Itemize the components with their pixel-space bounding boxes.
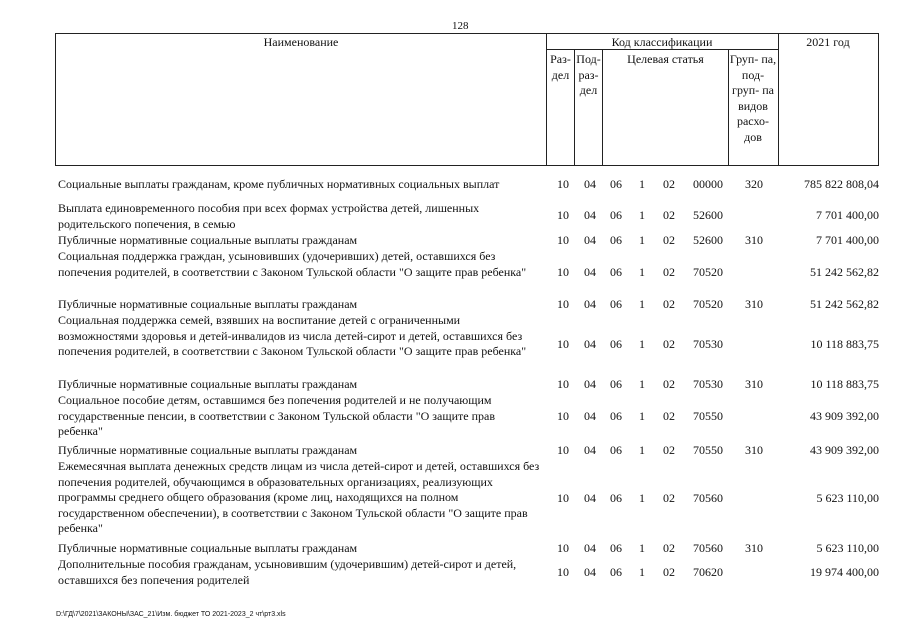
cell-direction: 70520: [693, 297, 723, 311]
row-name: Социальная поддержка граждан, усыновивших (удочеривших) детей, оставшихся без попечения родителей, в соответствии с Законом Тульской области "О защите прав ребенка": [58, 249, 527, 279]
cell-amount: 5 623 110,00: [816, 541, 879, 555]
cell-razdel: 10: [557, 233, 569, 247]
cell-vid: 310: [745, 233, 763, 247]
page-number: 128: [452, 20, 469, 32]
cell-podrazdel: 04: [584, 541, 596, 555]
header-divider: [778, 34, 779, 165]
cell-direction: 70550: [693, 443, 723, 457]
header-razdel: Раз- дел: [550, 52, 571, 82]
cell-podrazdel: 04: [584, 177, 596, 191]
cell-event: 02: [663, 337, 675, 351]
cell-amount: 43 909 392,00: [810, 409, 879, 423]
cell-razdel: 10: [557, 265, 569, 279]
cell-amount: 10 118 883,75: [810, 337, 879, 351]
cell-event: 02: [663, 409, 675, 423]
cell-subprogram: 1: [639, 377, 645, 391]
cell-amount: 5 623 110,00: [816, 491, 879, 505]
cell-event: 02: [663, 177, 675, 191]
cell-subprogram: 1: [639, 491, 645, 505]
cell-program: 06: [610, 233, 622, 247]
cell-amount: 10 118 883,75: [810, 377, 879, 391]
cell-podrazdel: 04: [584, 409, 596, 423]
cell-subprogram: 1: [639, 541, 645, 555]
cell-razdel: 10: [557, 337, 569, 351]
cell-podrazdel: 04: [584, 208, 596, 222]
cell-amount: 785 822 808,04: [804, 177, 879, 191]
cell-direction: 00000: [693, 177, 723, 191]
cell-razdel: 10: [557, 177, 569, 191]
cell-subprogram: 1: [639, 233, 645, 247]
cell-direction: 70560: [693, 491, 723, 505]
header-code: Код классификации: [611, 35, 713, 49]
cell-razdel: 10: [557, 541, 569, 555]
cell-event: 02: [663, 297, 675, 311]
cell-direction: 70530: [693, 337, 723, 351]
cell-program: 06: [610, 208, 622, 222]
cell-program: 06: [610, 409, 622, 423]
cell-razdel: 10: [557, 491, 569, 505]
row-name: Ежемесячная выплата денежных средств лицам из числа детей-сирот и детей, оставшихся без попечения родителей, обучающимся в образовательных организациях, реализующих программы среднего общего образования (кроме лиц, находящихся на полном государственном обеспечении), в соответствии с Законом Тульской области "О защите прав ребенка": [58, 459, 540, 535]
header-podrazdel: Под- раз- дел: [576, 52, 601, 97]
cell-event: 02: [663, 443, 675, 457]
cell-razdel: 10: [557, 443, 569, 457]
cell-subprogram: 1: [639, 337, 645, 351]
cell-amount: 43 909 392,00: [810, 443, 879, 457]
cell-razdel: 10: [557, 208, 569, 222]
cell-amount: 7 701 400,00: [816, 233, 879, 247]
cell-program: 06: [610, 541, 622, 555]
row-name: Публичные нормативные социальные выплаты гражданам: [58, 297, 358, 311]
cell-program: 06: [610, 377, 622, 391]
cell-podrazdel: 04: [584, 265, 596, 279]
row-name: Публичные нормативные социальные выплаты гражданам: [58, 443, 358, 457]
cell-direction: 70530: [693, 377, 723, 391]
cell-amount: 51 242 562,82: [810, 265, 879, 279]
cell-vid: 310: [745, 443, 763, 457]
header-year: 2021 год: [806, 35, 850, 49]
cell-podrazdel: 04: [584, 565, 596, 579]
cell-podrazdel: 04: [584, 233, 596, 247]
cell-podrazdel: 04: [584, 337, 596, 351]
cell-razdel: 10: [557, 377, 569, 391]
cell-program: 06: [610, 177, 622, 191]
cell-program: 06: [610, 265, 622, 279]
cell-direction: 70560: [693, 541, 723, 555]
row-name: Публичные нормативные социальные выплаты гражданам: [58, 541, 358, 555]
cell-razdel: 10: [557, 565, 569, 579]
cell-program: 06: [610, 337, 622, 351]
cell-subprogram: 1: [639, 265, 645, 279]
cell-amount: 19 974 400,00: [810, 565, 879, 579]
cell-direction: 70520: [693, 265, 723, 279]
cell-program: 06: [610, 297, 622, 311]
row-name: Социальное пособие детям, оставшимся без попечения родителей и не получающим государственные пенсии, в соответствии с Законом Тульской области "О защите прав ребенка": [58, 393, 495, 438]
cell-vid: 310: [745, 541, 763, 555]
row-name: Выплата единовременного пособия при всех формах устройства детей, лишенных родительского попечения, в семью: [58, 201, 480, 231]
cell-podrazdel: 04: [584, 377, 596, 391]
cell-event: 02: [663, 377, 675, 391]
cell-direction: 52600: [693, 208, 723, 222]
cell-vid: 310: [745, 297, 763, 311]
cell-subprogram: 1: [639, 297, 645, 311]
cell-subprogram: 1: [639, 409, 645, 423]
cell-event: 02: [663, 541, 675, 555]
cell-program: 06: [610, 443, 622, 457]
cell-subprogram: 1: [639, 177, 645, 191]
cell-vid: 320: [745, 177, 763, 191]
cell-subprogram: 1: [639, 565, 645, 579]
table-header: [55, 33, 879, 166]
row-name: Социальные выплаты гражданам, кроме публичных нормативных социальных выплат: [58, 177, 500, 191]
cell-program: 06: [610, 565, 622, 579]
cell-event: 02: [663, 491, 675, 505]
header-name: Наименование: [263, 35, 339, 49]
row-name: Социальная поддержка семей, взявших на воспитание детей с ограниченными возможностями здоровья и детей-инвалидов из числа детей-сирот и детей, оставшихся без попечения родителей, в соответствии с Законом Тульской области "О защите прав ребенка": [58, 313, 527, 358]
cell-subprogram: 1: [639, 208, 645, 222]
row-name: Публичные нормативные социальные выплаты гражданам: [58, 377, 358, 391]
header-gruppa: Груп- па, под- груп- па видов расхо- дов: [729, 52, 777, 144]
cell-razdel: 10: [557, 409, 569, 423]
cell-podrazdel: 04: [584, 491, 596, 505]
header-celevaya: Целевая статья: [627, 52, 704, 66]
cell-podrazdel: 04: [584, 297, 596, 311]
cell-amount: 51 242 562,82: [810, 297, 879, 311]
file-path-footer: D:\ГД\7\2021\ЗАКОНЫ\ЗАС_21\Изм. бюджет ТО 2021-2023_2 чт\рт3.xls: [56, 611, 286, 618]
cell-direction: 70620: [693, 565, 723, 579]
cell-direction: 70550: [693, 409, 723, 423]
cell-direction: 52600: [693, 233, 723, 247]
cell-program: 06: [610, 491, 622, 505]
cell-event: 02: [663, 565, 675, 579]
cell-event: 02: [663, 233, 675, 247]
cell-amount: 7 701 400,00: [816, 208, 879, 222]
cell-subprogram: 1: [639, 443, 645, 457]
cell-vid: 310: [745, 377, 763, 391]
row-name: Публичные нормативные социальные выплаты гражданам: [58, 233, 358, 247]
cell-razdel: 10: [557, 297, 569, 311]
cell-event: 02: [663, 208, 675, 222]
cell-podrazdel: 04: [584, 443, 596, 457]
cell-event: 02: [663, 265, 675, 279]
row-name: Дополнительные пособия гражданам, усыновившим (удочерившим) детей-сирот и детей, оставшихся без попечения родителей: [58, 557, 517, 587]
